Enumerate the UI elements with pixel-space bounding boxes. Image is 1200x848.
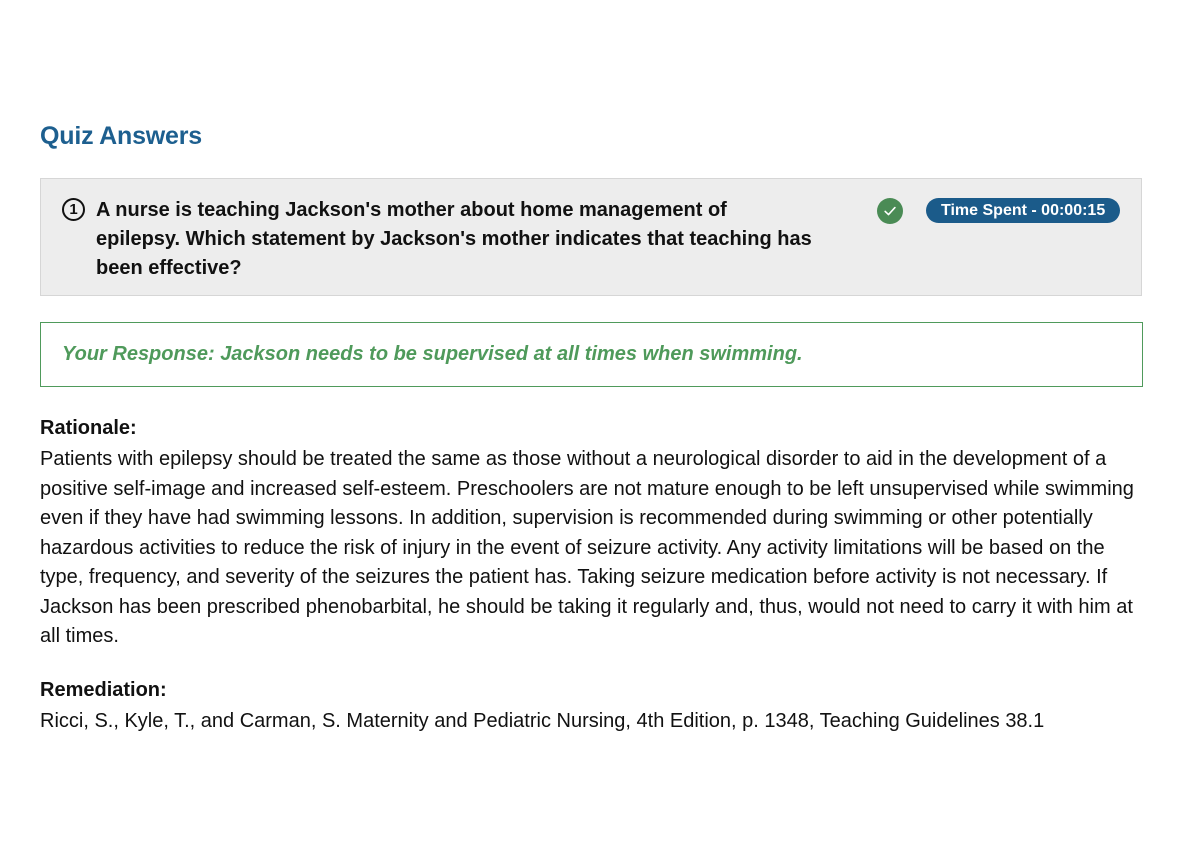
- page-title: Quiz Answers: [40, 122, 202, 150]
- check-circle-icon: [877, 198, 903, 224]
- response-panel: [40, 322, 1143, 387]
- response-label: Your Response:: [62, 343, 215, 365]
- question-text: A nurse is teaching Jackson's mother about home management of epilepsy. Which statement by Jackson's mother indicates that teaching has been effective?: [96, 199, 812, 279]
- remediation-heading: Remediation:: [40, 679, 167, 701]
- question-card: [40, 178, 1142, 296]
- remediation-text: Ricci, S., Kyle, T., and Carman, S. Maternity and Pediatric Nursing, 4th Edition, p. 1348, Teaching Guidelines 38.1: [40, 710, 1045, 732]
- time-spent-badge: Time Spent - 00:00:15: [926, 198, 1120, 223]
- response-answer: Jackson needs to be supervised at all times when swimming.: [220, 343, 803, 365]
- rationale-text: Patients with epilepsy should be treated the same as those without a neurological disorder to aid in the development of a positive self-image and increased self-esteem. Preschoolers are not mature enough to be left unsupervised while swimming even if they have had swimming lessons. In addition, supervision is recommended during swimming or other potentially hazardous activities to reduce the risk of injury in the event of seizure activity. Any activity limitations will be based on the type, frequency, and severity of the seizures the patient has. Taking seizure medication before activity is not necessary. If Jackson has been prescribed phenobarbital, he should be taking it regularly and, thus, would not need to carry it with him at all times.: [40, 448, 1134, 647]
- question-number-badge: 1: [62, 198, 85, 221]
- rationale-heading: Rationale:: [40, 417, 137, 439]
- response-text: [62, 343, 803, 366]
